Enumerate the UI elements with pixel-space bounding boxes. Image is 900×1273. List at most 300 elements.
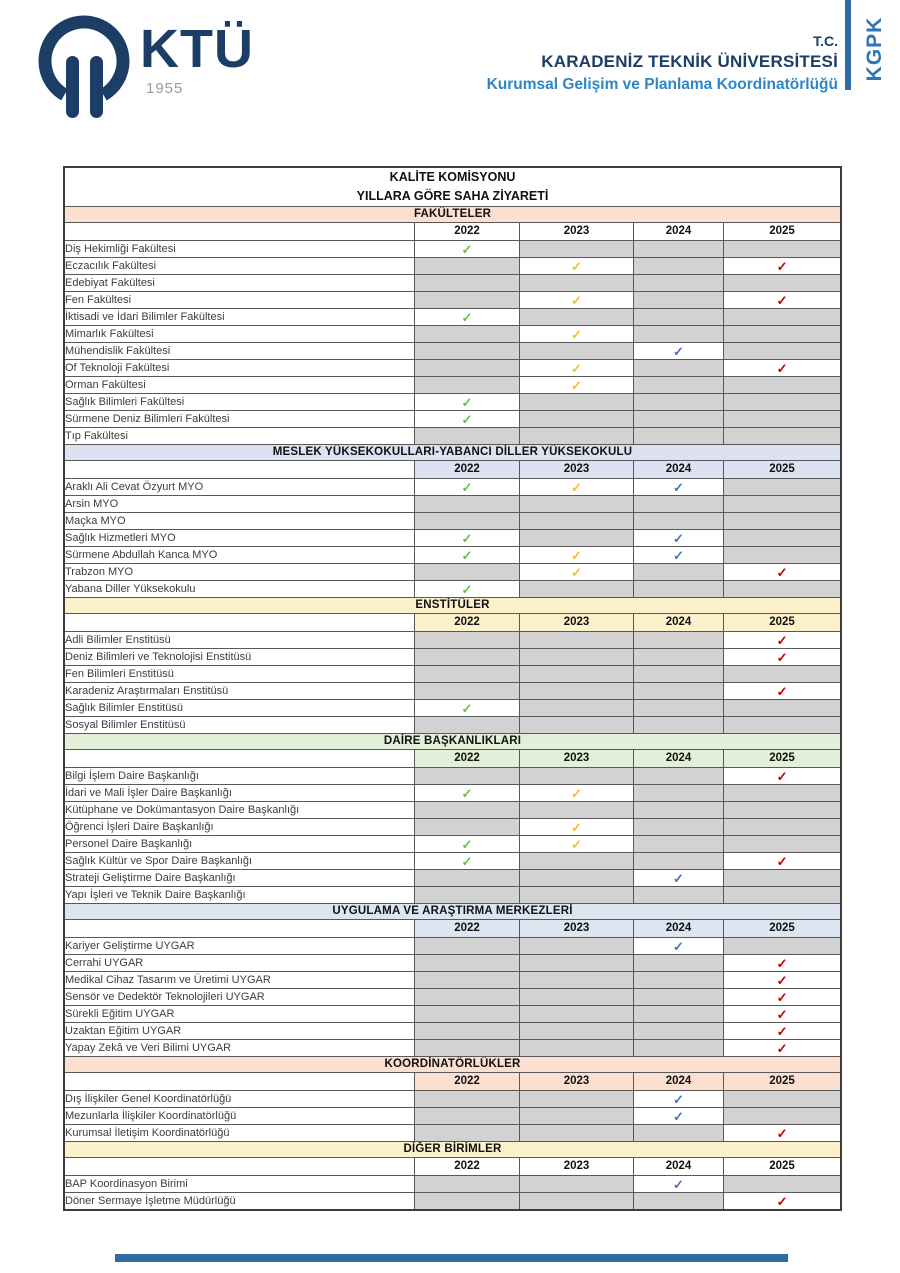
year-header-row xyxy=(65,461,840,479)
no-visit-cell xyxy=(634,666,724,683)
year-header-cell: 2022 xyxy=(415,750,520,768)
no-visit-cell xyxy=(415,989,520,1006)
no-visit-cell xyxy=(520,649,634,666)
table-row xyxy=(65,309,840,326)
unit-name-cell: Sürekli Eğitim UYGAR xyxy=(65,1006,415,1023)
table-row xyxy=(65,649,840,666)
visit-check-cell xyxy=(724,292,840,309)
unit-name-cell: Medikal Cihaz Tasarım ve Üretimi UYGAR xyxy=(65,972,415,989)
no-visit-cell xyxy=(634,836,724,853)
year-header-blank-cell xyxy=(65,614,415,632)
table-row xyxy=(65,258,840,275)
checkmark-icon: ✓ xyxy=(461,394,473,410)
visit-check-cell xyxy=(634,870,724,887)
unit-name-cell: Sağlık Bilimler Enstitüsü xyxy=(65,700,415,717)
visit-check-cell xyxy=(724,1193,840,1209)
no-visit-cell xyxy=(634,258,724,275)
no-visit-cell xyxy=(634,768,724,785)
visit-check-cell xyxy=(520,785,634,802)
year-header-cell: 2024 xyxy=(634,223,724,241)
no-visit-cell xyxy=(415,1108,520,1125)
unit-name-cell: Personel Daire Başkanlığı xyxy=(65,836,415,853)
unit-name-cell: Öğrenci İşleri Daire Başkanlığı xyxy=(65,819,415,836)
no-visit-cell xyxy=(415,258,520,275)
no-visit-cell xyxy=(520,632,634,649)
no-visit-cell xyxy=(724,1108,840,1125)
no-visit-cell xyxy=(724,836,840,853)
no-visit-cell xyxy=(415,955,520,972)
year-header-cell: 2025 xyxy=(724,920,840,938)
unit-name-cell: Yabana Diller Yüksekokulu xyxy=(65,581,415,598)
no-visit-cell xyxy=(724,785,840,802)
checkmark-icon: ✓ xyxy=(673,547,684,563)
table-row xyxy=(65,972,840,989)
table-row xyxy=(65,547,840,564)
no-visit-cell xyxy=(520,309,634,326)
checkmark-icon: ✓ xyxy=(461,581,473,597)
no-visit-cell xyxy=(724,547,840,564)
year-header-row xyxy=(65,1158,840,1176)
no-visit-cell xyxy=(520,972,634,989)
no-visit-cell xyxy=(724,343,840,360)
visit-check-cell xyxy=(415,394,520,411)
no-visit-cell xyxy=(634,1040,724,1057)
year-header-cell: 2022 xyxy=(415,614,520,632)
table-row xyxy=(65,428,840,445)
no-visit-cell xyxy=(634,581,724,598)
section-header: DİĞER BİRİMLER xyxy=(65,1142,840,1158)
visit-check-cell xyxy=(415,581,520,598)
unit-name-cell: İktisadi ve İdari Bilimler Fakültesi xyxy=(65,309,415,326)
visit-check-cell xyxy=(415,547,520,564)
visit-check-cell xyxy=(415,241,520,258)
table-row xyxy=(65,1176,840,1193)
no-visit-cell xyxy=(724,870,840,887)
no-visit-cell xyxy=(415,1193,520,1209)
table-row xyxy=(65,666,840,683)
visit-check-cell xyxy=(520,258,634,275)
visit-check-cell xyxy=(724,1040,840,1057)
unit-name-cell: Sosyal Bilimler Enstitüsü xyxy=(65,717,415,734)
no-visit-cell xyxy=(415,513,520,530)
table-row xyxy=(65,938,840,955)
table-row xyxy=(65,275,840,292)
no-visit-cell xyxy=(415,377,520,394)
checkmark-icon: ✓ xyxy=(461,530,473,546)
no-visit-cell xyxy=(634,496,724,513)
checkmark-icon: ✓ xyxy=(571,479,582,495)
visit-check-cell xyxy=(724,649,840,666)
unit-name-cell: Fen Fakültesi xyxy=(65,292,415,309)
unit-name-cell: Yapay Zekâ ve Veri Bilimi UYGAR xyxy=(65,1040,415,1057)
no-visit-cell xyxy=(415,1176,520,1193)
table-title-line1: KALİTE KOMİSYONU xyxy=(389,170,516,185)
year-header-cell: 2025 xyxy=(724,223,840,241)
visit-check-cell xyxy=(724,1125,840,1142)
section-header: ENSTİTÜLER xyxy=(65,598,840,614)
year-header-cell: 2023 xyxy=(520,461,634,479)
no-visit-cell xyxy=(634,326,724,343)
no-visit-cell xyxy=(520,887,634,904)
no-visit-cell xyxy=(415,1091,520,1108)
year-header-cell: 2023 xyxy=(520,750,634,768)
visits-table-wrap xyxy=(63,166,842,1211)
no-visit-cell xyxy=(415,1006,520,1023)
footer-rule xyxy=(115,1254,788,1262)
table-row xyxy=(65,360,840,377)
visit-check-cell xyxy=(634,547,724,564)
unit-name-cell: Kütüphane ve Dokümantasyon Daire Başkanlığı xyxy=(65,802,415,819)
visit-check-cell xyxy=(724,360,840,377)
checkmark-icon: ✓ xyxy=(673,938,684,954)
checkmark-icon: ✓ xyxy=(673,530,684,546)
unit-name-cell: Edebiyat Fakültesi xyxy=(65,275,415,292)
no-visit-cell xyxy=(520,870,634,887)
visit-check-cell xyxy=(634,1091,724,1108)
no-visit-cell xyxy=(415,564,520,581)
unit-name-cell: Yapı İşleri ve Teknik Daire Başkanlığı xyxy=(65,887,415,904)
visit-check-cell xyxy=(415,785,520,802)
checkmark-icon: ✓ xyxy=(571,326,582,342)
checkmark-icon: ✓ xyxy=(776,1023,788,1039)
no-visit-cell xyxy=(634,564,724,581)
unit-name-cell: Strateji Geliştirme Daire Başkanlığı xyxy=(65,870,415,887)
table-row xyxy=(65,394,840,411)
year-header-cell: 2023 xyxy=(520,1073,634,1091)
visit-check-cell xyxy=(520,479,634,496)
visit-check-cell xyxy=(724,564,840,581)
no-visit-cell xyxy=(724,394,840,411)
visit-check-cell xyxy=(634,1176,724,1193)
no-visit-cell xyxy=(634,428,724,445)
no-visit-cell xyxy=(634,785,724,802)
no-visit-cell xyxy=(634,989,724,1006)
no-visit-cell xyxy=(520,666,634,683)
no-visit-cell xyxy=(724,496,840,513)
no-visit-cell xyxy=(634,972,724,989)
table-row xyxy=(65,1023,840,1040)
unit-name-cell: Bilgi İşlem Daire Başkanlığı xyxy=(65,768,415,785)
checkmark-icon: ✓ xyxy=(461,700,473,716)
unit-name-cell: Sağlık Hizmetleri MYO xyxy=(65,530,415,547)
section-header: KOORDİNATÖRLÜKLER xyxy=(65,1057,840,1073)
checkmark-icon: ✓ xyxy=(776,1006,788,1022)
visit-check-cell xyxy=(724,258,840,275)
visit-check-cell xyxy=(724,972,840,989)
year-header-row xyxy=(65,1073,840,1091)
checkmark-icon: ✓ xyxy=(776,683,788,699)
visit-check-cell xyxy=(634,479,724,496)
no-visit-cell xyxy=(724,309,840,326)
no-visit-cell xyxy=(520,683,634,700)
unit-name-cell: Maçka MYO xyxy=(65,513,415,530)
table-row xyxy=(65,581,840,598)
checkmark-icon: ✓ xyxy=(461,836,473,852)
section-band-row xyxy=(65,1057,840,1073)
table-row xyxy=(65,564,840,581)
no-visit-cell xyxy=(724,717,840,734)
visit-check-cell xyxy=(634,938,724,955)
visit-check-cell xyxy=(724,683,840,700)
visit-check-cell xyxy=(634,1108,724,1125)
no-visit-cell xyxy=(724,887,840,904)
no-visit-cell xyxy=(724,1091,840,1108)
checkmark-icon: ✓ xyxy=(776,989,788,1005)
table-row xyxy=(65,530,840,547)
no-visit-cell xyxy=(415,343,520,360)
no-visit-cell xyxy=(724,377,840,394)
no-visit-cell xyxy=(520,513,634,530)
checkmark-icon: ✓ xyxy=(571,292,582,308)
unit-name-cell: Adli Bilimler Enstitüsü xyxy=(65,632,415,649)
no-visit-cell xyxy=(724,326,840,343)
unit-name-cell: Kurumsal İletişim Koordinatörlüğü xyxy=(65,1125,415,1142)
year-header-cell: 2023 xyxy=(520,223,634,241)
checkmark-icon: ✓ xyxy=(571,377,582,393)
no-visit-cell xyxy=(415,632,520,649)
checkmark-icon: ✓ xyxy=(571,785,582,801)
checkmark-icon: ✓ xyxy=(673,343,684,359)
table-row xyxy=(65,819,840,836)
no-visit-cell xyxy=(634,275,724,292)
table-row xyxy=(65,1006,840,1023)
year-header-cell: 2022 xyxy=(415,461,520,479)
visit-check-cell xyxy=(415,479,520,496)
table-row xyxy=(65,836,840,853)
year-header-cell: 2025 xyxy=(724,750,840,768)
table-row xyxy=(65,343,840,360)
no-visit-cell xyxy=(724,700,840,717)
visit-check-cell xyxy=(415,836,520,853)
visit-check-cell xyxy=(724,853,840,870)
year-header-cell: 2023 xyxy=(520,614,634,632)
no-visit-cell xyxy=(415,887,520,904)
year-header-cell: 2025 xyxy=(724,1073,840,1091)
checkmark-icon: ✓ xyxy=(776,955,788,971)
checkmark-icon: ✓ xyxy=(673,1108,684,1124)
table-row xyxy=(65,717,840,734)
section-band-row xyxy=(65,207,840,223)
org-line-university: KARADENİZ TEKNİK ÜNİVERSİTESİ xyxy=(541,51,838,71)
no-visit-cell xyxy=(634,1193,724,1209)
year-header-blank-cell xyxy=(65,1073,415,1091)
no-visit-cell xyxy=(415,683,520,700)
no-visit-cell xyxy=(520,394,634,411)
no-visit-cell xyxy=(415,972,520,989)
unit-name-cell: Diş Hekimliği Fakültesi xyxy=(65,241,415,258)
year-header-cell: 2023 xyxy=(520,920,634,938)
no-visit-cell xyxy=(520,496,634,513)
checkmark-icon: ✓ xyxy=(461,785,473,801)
no-visit-cell xyxy=(634,377,724,394)
year-header-cell: 2022 xyxy=(415,223,520,241)
visit-check-cell xyxy=(520,564,634,581)
no-visit-cell xyxy=(520,700,634,717)
section-header: DAİRE BAŞKANLIKLARI xyxy=(65,734,840,750)
no-visit-cell xyxy=(634,292,724,309)
unit-name-cell: Sürmene Deniz Bilimleri Fakültesi xyxy=(65,411,415,428)
section-header: UYGULAMA VE ARAŞTIRMA MERKEZLERİ xyxy=(65,904,840,920)
unit-name-cell: Cerrahi UYGAR xyxy=(65,955,415,972)
table-row xyxy=(65,683,840,700)
table-title-cell xyxy=(65,168,840,207)
section-band-row xyxy=(65,1142,840,1158)
unit-name-cell: Sağlık Kültür ve Spor Daire Başkanlığı xyxy=(65,853,415,870)
table-row xyxy=(65,377,840,394)
year-header-row xyxy=(65,614,840,632)
year-header-cell: 2024 xyxy=(634,614,724,632)
no-visit-cell xyxy=(724,938,840,955)
no-visit-cell xyxy=(634,632,724,649)
no-visit-cell xyxy=(520,802,634,819)
year-header-cell: 2025 xyxy=(724,461,840,479)
no-visit-cell xyxy=(634,1006,724,1023)
unit-name-cell: Orman Fakültesi xyxy=(65,377,415,394)
visit-check-cell xyxy=(724,1023,840,1040)
unit-name-cell: Fen Bilimleri Enstitüsü xyxy=(65,666,415,683)
no-visit-cell xyxy=(634,853,724,870)
no-visit-cell xyxy=(724,530,840,547)
visit-check-cell xyxy=(520,360,634,377)
visit-check-cell xyxy=(724,989,840,1006)
checkmark-icon: ✓ xyxy=(571,819,582,835)
visit-check-cell xyxy=(634,530,724,547)
no-visit-cell xyxy=(634,1023,724,1040)
visit-check-cell xyxy=(520,836,634,853)
visit-check-cell xyxy=(724,1006,840,1023)
section-header: MESLEK YÜKSEKOKULLARI-YABANCI DİLLER YÜKSEKOKULU xyxy=(65,445,840,461)
no-visit-cell xyxy=(520,717,634,734)
visit-check-cell xyxy=(415,411,520,428)
no-visit-cell xyxy=(520,853,634,870)
no-visit-cell xyxy=(634,309,724,326)
no-visit-cell xyxy=(520,1023,634,1040)
no-visit-cell xyxy=(724,479,840,496)
no-visit-cell xyxy=(520,581,634,598)
checkmark-icon: ✓ xyxy=(673,1176,684,1192)
no-visit-cell xyxy=(724,1176,840,1193)
year-header-cell: 2022 xyxy=(415,1158,520,1176)
visit-check-cell xyxy=(724,632,840,649)
table-row xyxy=(65,1091,840,1108)
checkmark-icon: ✓ xyxy=(461,479,473,495)
logo-founding-year: 1955 xyxy=(146,80,184,97)
no-visit-cell xyxy=(520,989,634,1006)
year-header-cell: 2023 xyxy=(520,1158,634,1176)
table-row xyxy=(65,513,840,530)
no-visit-cell xyxy=(415,938,520,955)
no-visit-cell xyxy=(520,530,634,547)
unit-name-cell: Kariyer Geliştirme UYGAR xyxy=(65,938,415,955)
no-visit-cell xyxy=(634,394,724,411)
table-row xyxy=(65,802,840,819)
checkmark-icon: ✓ xyxy=(461,411,473,427)
checkmark-icon: ✓ xyxy=(673,479,684,495)
year-header-blank-cell xyxy=(65,461,415,479)
unit-name-cell: Sürmene Abdullah Kanca MYO xyxy=(65,547,415,564)
no-visit-cell xyxy=(520,241,634,258)
no-visit-cell xyxy=(724,275,840,292)
no-visit-cell xyxy=(520,955,634,972)
checkmark-icon: ✓ xyxy=(461,309,473,325)
checkmark-icon: ✓ xyxy=(776,853,788,869)
no-visit-cell xyxy=(520,343,634,360)
visit-check-cell xyxy=(724,955,840,972)
table-row xyxy=(65,241,840,258)
table-row xyxy=(65,989,840,1006)
no-visit-cell xyxy=(520,1193,634,1209)
no-visit-cell xyxy=(415,326,520,343)
table-row xyxy=(65,326,840,343)
checkmark-icon: ✓ xyxy=(776,1193,788,1209)
checkmark-icon: ✓ xyxy=(571,258,582,274)
year-header-row xyxy=(65,750,840,768)
unit-name-cell: Mimarlık Fakültesi xyxy=(65,326,415,343)
unit-name-cell: Of Teknoloji Fakültesi xyxy=(65,360,415,377)
no-visit-cell xyxy=(634,513,724,530)
table-row xyxy=(65,870,840,887)
unit-name-cell: Sensör ve Dedektör Teknolojileri UYGAR xyxy=(65,989,415,1006)
unit-name-cell: Arsin MYO xyxy=(65,496,415,513)
table-title-line2: YILLARA GÖRE SAHA ZİYARETİ xyxy=(356,189,549,203)
unit-name-cell: Mühendislik Fakültesi xyxy=(65,343,415,360)
checkmark-icon: ✓ xyxy=(776,360,788,376)
no-visit-cell xyxy=(634,360,724,377)
checkmark-icon: ✓ xyxy=(776,1040,788,1056)
table-title-row xyxy=(65,168,840,207)
org-line-tc: T.C. xyxy=(813,33,838,49)
no-visit-cell xyxy=(634,802,724,819)
table-row xyxy=(65,479,840,496)
table-row xyxy=(65,785,840,802)
year-header-row xyxy=(65,223,840,241)
no-visit-cell xyxy=(724,802,840,819)
checkmark-icon: ✓ xyxy=(571,360,582,376)
visit-check-cell xyxy=(724,768,840,785)
no-visit-cell xyxy=(634,683,724,700)
checkmark-icon: ✓ xyxy=(776,258,788,274)
unit-name-cell: Araklı Ali Cevat Özyurt MYO xyxy=(65,479,415,496)
unit-name-cell: Döner Sermaye İşletme Müdürlüğü xyxy=(65,1193,415,1209)
table-row xyxy=(65,768,840,785)
section-header: FAKÜLTELER xyxy=(65,207,840,223)
unit-name-cell: Deniz Bilimleri ve Teknolojisi Enstitüsü xyxy=(65,649,415,666)
year-header-cell: 2024 xyxy=(634,1073,724,1091)
no-visit-cell xyxy=(520,1040,634,1057)
no-visit-cell xyxy=(520,411,634,428)
no-visit-cell xyxy=(520,1108,634,1125)
no-visit-cell xyxy=(415,1023,520,1040)
checkmark-icon: ✓ xyxy=(776,1125,788,1141)
year-header-blank-cell xyxy=(65,750,415,768)
no-visit-cell xyxy=(415,292,520,309)
no-visit-cell xyxy=(724,666,840,683)
year-header-cell: 2025 xyxy=(724,614,840,632)
checkmark-icon: ✓ xyxy=(673,870,684,886)
no-visit-cell xyxy=(634,887,724,904)
no-visit-cell xyxy=(634,241,724,258)
visit-check-cell xyxy=(520,377,634,394)
checkmark-icon: ✓ xyxy=(776,632,788,648)
no-visit-cell xyxy=(520,1125,634,1142)
no-visit-cell xyxy=(415,428,520,445)
no-visit-cell xyxy=(415,1040,520,1057)
table-row xyxy=(65,632,840,649)
year-header-cell: 2024 xyxy=(634,750,724,768)
year-header-cell: 2022 xyxy=(415,1073,520,1091)
unit-name-cell: Sağlık Bilimleri Fakültesi xyxy=(65,394,415,411)
org-line-unit: Kurumsal Gelişim ve Planlama Koordinatörlüğü xyxy=(486,75,838,93)
